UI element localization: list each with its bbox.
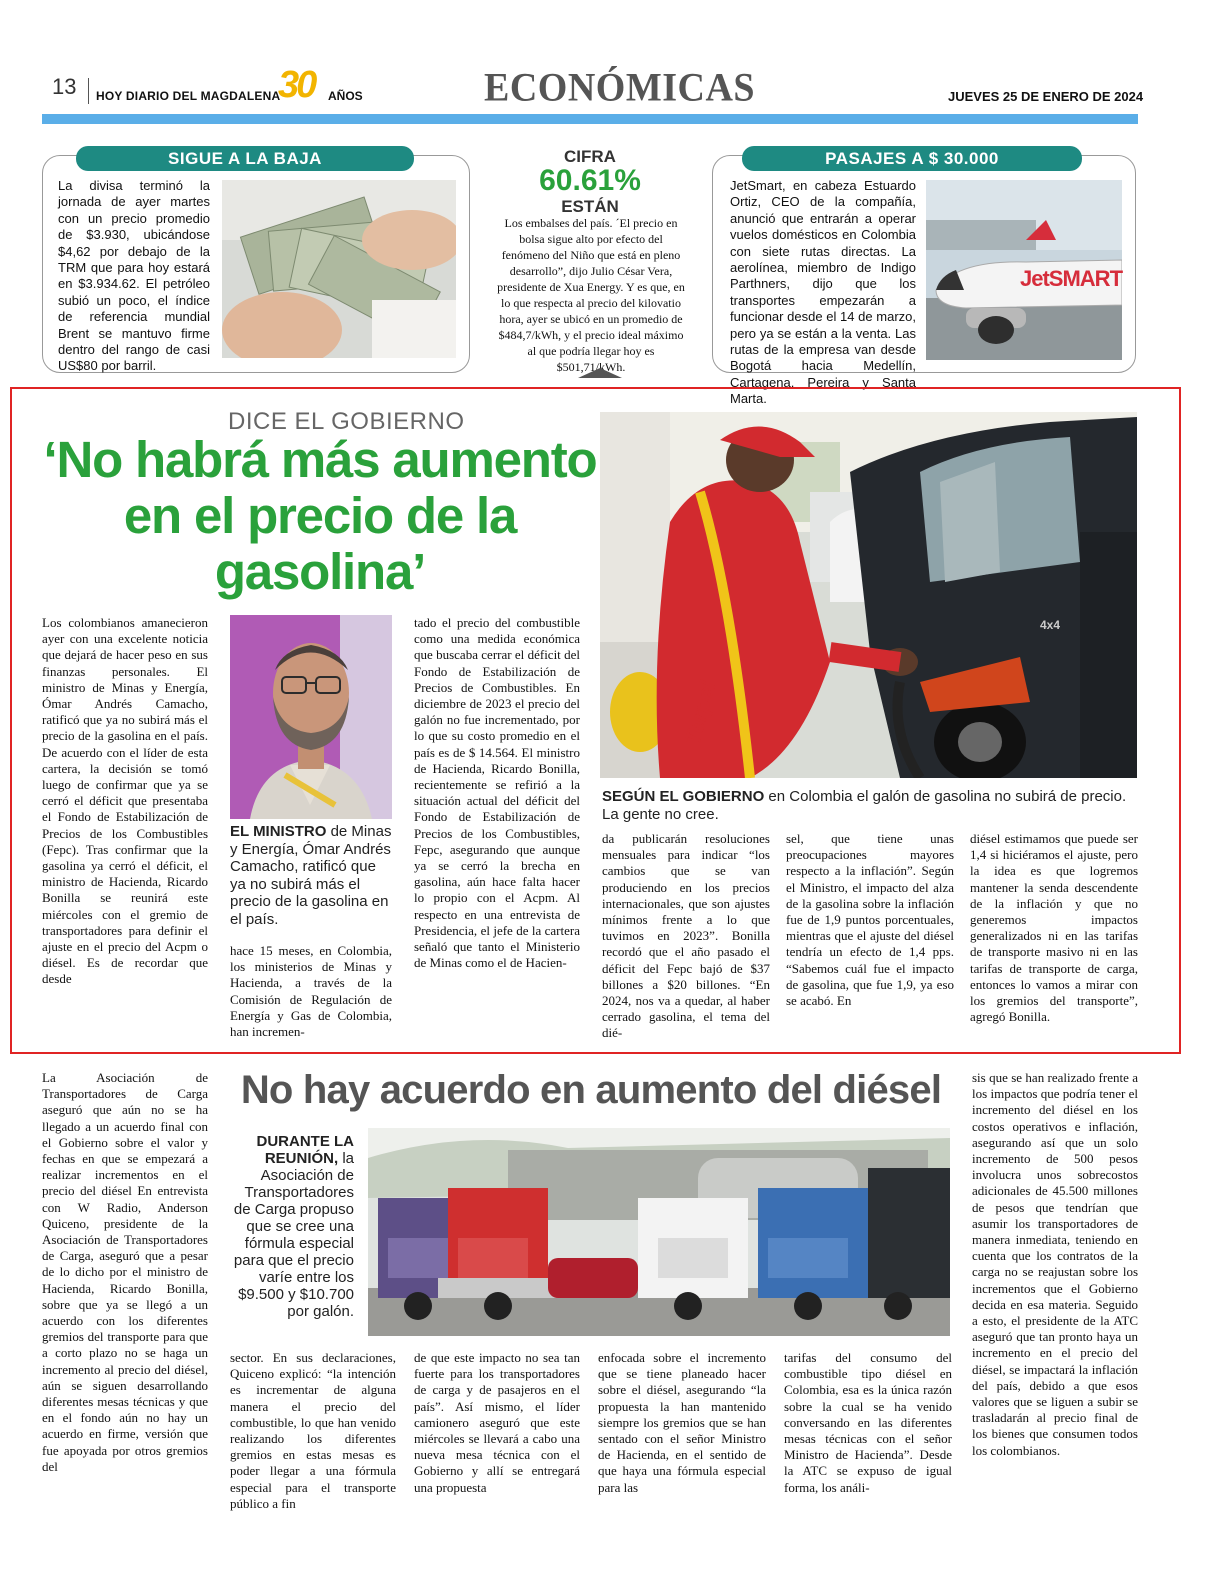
header-divider: [88, 78, 89, 104]
brief-text-flights: JetSmart, en cabeza Estuardo Ortiz, CEO de la compañía, anunció que entrarán a operar vuelos domésticos en Colombia con siete rutas directas. La aerolínea, miembro de Indigo Parthners, dijo que los transportes empezarán a funcionar desde el 14 de marzo, pero ya se están a la venta. Las rutas de la empresa van desde Bogotá hacia Medellín, Cartagena, Pereira y Santa Marta.: [730, 178, 916, 407]
cifra-arrow-icon: [578, 368, 622, 378]
main-col-6: diésel estimamos que puede ser 1,4 si hiciéramos el ajuste, pero la idea es que logremos mantener la senda descendente de la inflación y que no generemos impactos generalizados ni en las tarifas de transporte masivo ni en las tarifas de transporte de carga, entonces lo vamos a mirar con los gremios del transporte”, agregó Bonilla.: [970, 831, 1138, 1025]
portrait-caption: [230, 823, 392, 928]
newspaper-name: HOY DIARIO DEL MAGDALENA: [96, 89, 281, 103]
second-col-5: tarifas del consumo del combustible tipo diésel en Colombia, esa es la única razón sobre la cual se ha venido conversando en las diferentes mesas técnicas con el señor Ministro de Hacienda”. Desde la ATC se expuso de igual forma, los análi-: [784, 1350, 952, 1495]
header-rule: [42, 114, 1138, 124]
second-col-2: sector. En sus declaraciones, Quiceno explicó: “la intención es incrementar de alguna manera el precio del combustible, lo que han venido realizando los diferentes gremios en estas mesas es poder llegar a una fórmula especial para el transporte público a fin: [230, 1350, 396, 1511]
main-col-1: Los colombianos amanecieron ayer con una excelente noticia que dejará de hacer peso en sus finanzas personales. El ministro de Minas y Energía, Ómar Andrés Camacho, ratificó que ya no subirá más el precio de la gasolina en el país. De acuerdo con el líder de esta cartera, la decisión se tomó luego de confirmar que ya se cerró el déficit que presentaba el Fondo de Estabilización de Precios de los Combustibles (Fepc). Tras confirmar que la gasolina ya cerró el déficit, el ministro de Hacienda, Ricardo Bonilla se reunirá este miércoles con el gremio de transportadores para definir el ajuste en el precio del Acpm o diésel. Es de recordar que desde: [42, 615, 208, 987]
trucks-caption: [232, 1133, 354, 1320]
main-col-4: da publicarán resoluciones mensuales para indicar “los cambios que se van produciendo en los precios internacionales, que son ajustes mínimos frente a lo que tuvimos en 2023”. Bonilla recordó que el año pasado el déficit del Fepc bajó de $37 billones a $20 billones. “En 2024, nos va a quedar, al haber cerrado gasolina, el tema del dié-: [602, 831, 770, 1041]
main-col-3: tado el precio del combustible como una medida económica que buscaba cerrar el déficit del Fondo de Estabilización de Precios de Combustibles. En diciembre de 2023 el precio del galón no fue incrementado, por lo que su costo promedio en el país es de $ 14.564. El ministro de Hacienda, Ricardo Bonilla, recientemente se refirió a la situación actual del déficit del Fondo de Estabilización de Precios de los Combustibles, Fepc, asegurando que aunque ya se cerró la brecha en gasolina, aún hace falta hacer lo propio con el Acpm. Al respecto en una entrevista de Presidencia, el jefe de la cartera señaló que tanto el Ministerio de Minas como el de Hacien-: [414, 615, 580, 971]
brief-title-flights: PASAJES A $ 30.000: [742, 146, 1082, 171]
minister-portrait: [230, 615, 392, 819]
main-col-5: sel, que tiene unas preocupaciones mayores respecto a la inflación”. Según el Ministro, el impacto del alza de la gasolina sobre la inflación fue de 1,9 puntos porcentuales, mientras que el ajuste del diésel tendría un efecto de 1,4 pps. “Sabemos cuál fue el impacto de gasolina, que fue 1,9, ya eso se acabó. En: [786, 831, 954, 1009]
main-headline: ‘No habrá más aumento en el precio de la gasolina’: [43, 431, 597, 600]
page-number: 13: [52, 74, 77, 99]
cifra-text: Los embalses del país. ´El precio en bolsa sigue alto por efecto del fenómeno del Niño que está en pleno desarrollo”, dijo Julio César Vera, presidente de Xua Energy. Y es que, en lo que respecta al precio del kilovatio hora, ayer se ubicó en un promedio de $484,7/kWh, y el precio ideal máximo al que podría llegar hoy es $501,71/kWh.: [497, 216, 685, 374]
second-col-3: de que este impacto no sea tan fuerte para los transportadores de carga y de pasajeros en el país”. Así mismo, el líder camionero aseguró que este miércoles se llevará a cabo una nueva mesa técnica con el Gobierno y allí se entregará una propuesta: [414, 1350, 580, 1495]
brief-title-dollar: SIGUE A LA BAJA: [76, 146, 414, 171]
gas-photo-caption-text: en Colombia el galón de gasolina no subirá de precio. La gente no cree.: [602, 788, 1127, 823]
portrait-caption-lead: EL MINISTRO: [230, 823, 327, 840]
second-col-1: La Asociación de Transportadores de Carga aseguró que aún no se ha llegado a un acuerdo final con el Gobierno sobre el valor y fechas en que se empezará a realizar incrementos en el precio del diésel En entrevista con W Radio, Anderson Quiceno, presidente de la Asociación de Transportadores de Carga, aseguró que a pesar de lo dicho por el ministro de Hacienda, Ricardo Bonilla, sobre que ya se llegó a un acuerdo con los diferentes gremios del transporte para que a corto plazo no se haga un incremento al precio del diésel, aún se siguen desarrollando diferentes mesas técnicas y que en el fondo aún no hay un acuerdo en firme, versión que fue apoyada por otros gremios del: [42, 1070, 208, 1474]
issue-date: JUEVES 25 DE ENERO DE 2024: [948, 89, 1144, 104]
main-kicker: DICE EL GOBIERNO: [228, 408, 465, 435]
cifra-label: CIFRA: [564, 147, 616, 166]
second-col-6: sis que se han realizado frente a los impactos que podría tener el incremento del diésel en los costos operativos e inflación, asegurando así que un solo incremento de 500 pesos involucra unos sobrecostos adicionales de 45.500 millones de pesos que tendrían que asumir los transportadores de manera inmediata, teniendo en cuenta que los contratos de la carga no se reajustan sobre los incrementos que el Gobierno decida en esa materia. Seguido a esto, el presidente de la ATC aseguró que tan pronto haya un incremento en el precio del diésel, se impactará la inflación del país, debido a que esos valores que se liguen a subir se trasladarán al precio final de los bienes que consumen todos los colombianos.: [972, 1070, 1138, 1458]
anniversary-logo: 30: [278, 64, 315, 106]
cifra-sub: ESTÁN: [561, 197, 619, 216]
second-headline: No hay acuerdo en aumento del diésel: [240, 1068, 942, 1112]
brief-text-dollar: La divisa terminó la jornada de ayer martes con un precio promedio de $3.930, ubicándose $4,62 por debajo de la TRM que para hoy estará en $3.934.62. El petróleo subió un poco, el índice de referencia mundial Brent se mantuvo firme dentro del rango de casi US$80 por barril.: [58, 178, 210, 374]
airline-brand: JetSMART: [1020, 266, 1123, 291]
car-badge: 4x4: [1040, 618, 1061, 632]
second-col-4: enfocada sobre el incremento que se tiene planeado hacer sobre el diésel, asegurando “la propuesta la han mantenido siempre los gremios que se han sentado con el señor Ministro de Hacienda, en el sentido de que haya una fórmula especial para las: [598, 1350, 766, 1495]
dollar-bills-photo: [222, 180, 456, 358]
cifra-figure: 60.61%: [539, 164, 641, 197]
trucks-caption-lead: DURANTE LA REUNIÓN,: [256, 1133, 354, 1167]
pump-brand: Terpel: [679, 678, 721, 748]
portrait-caption-text: de Minas y Energía, Ómar Andrés Camacho, ratificó que ya no subirá más el precio de la gasolina en el país.: [230, 823, 392, 928]
trucks-caption-text: la Asociación de Transportadores de Carga propuso que se cree una fórmula especial para que el precio varíe entre los $9.500 y $10.700 por galón.: [233, 1150, 354, 1320]
anniversary-word: AÑOS: [328, 89, 363, 103]
gas-photo-caption-lead: SEGÚN EL GOBIERNO: [602, 788, 765, 805]
trucks-photo: [368, 1128, 950, 1336]
gas-station-photo: [600, 412, 1137, 778]
section-title: ECONÓMICAS: [484, 65, 756, 111]
gas-photo-caption: [602, 788, 1137, 823]
main-col-2: hace 15 meses, en Colombia, los ministerios de Minas y Hacienda, a través de la Comisión de Regulación de Energía y Gas de Colombia, han incremen-: [230, 943, 392, 1040]
